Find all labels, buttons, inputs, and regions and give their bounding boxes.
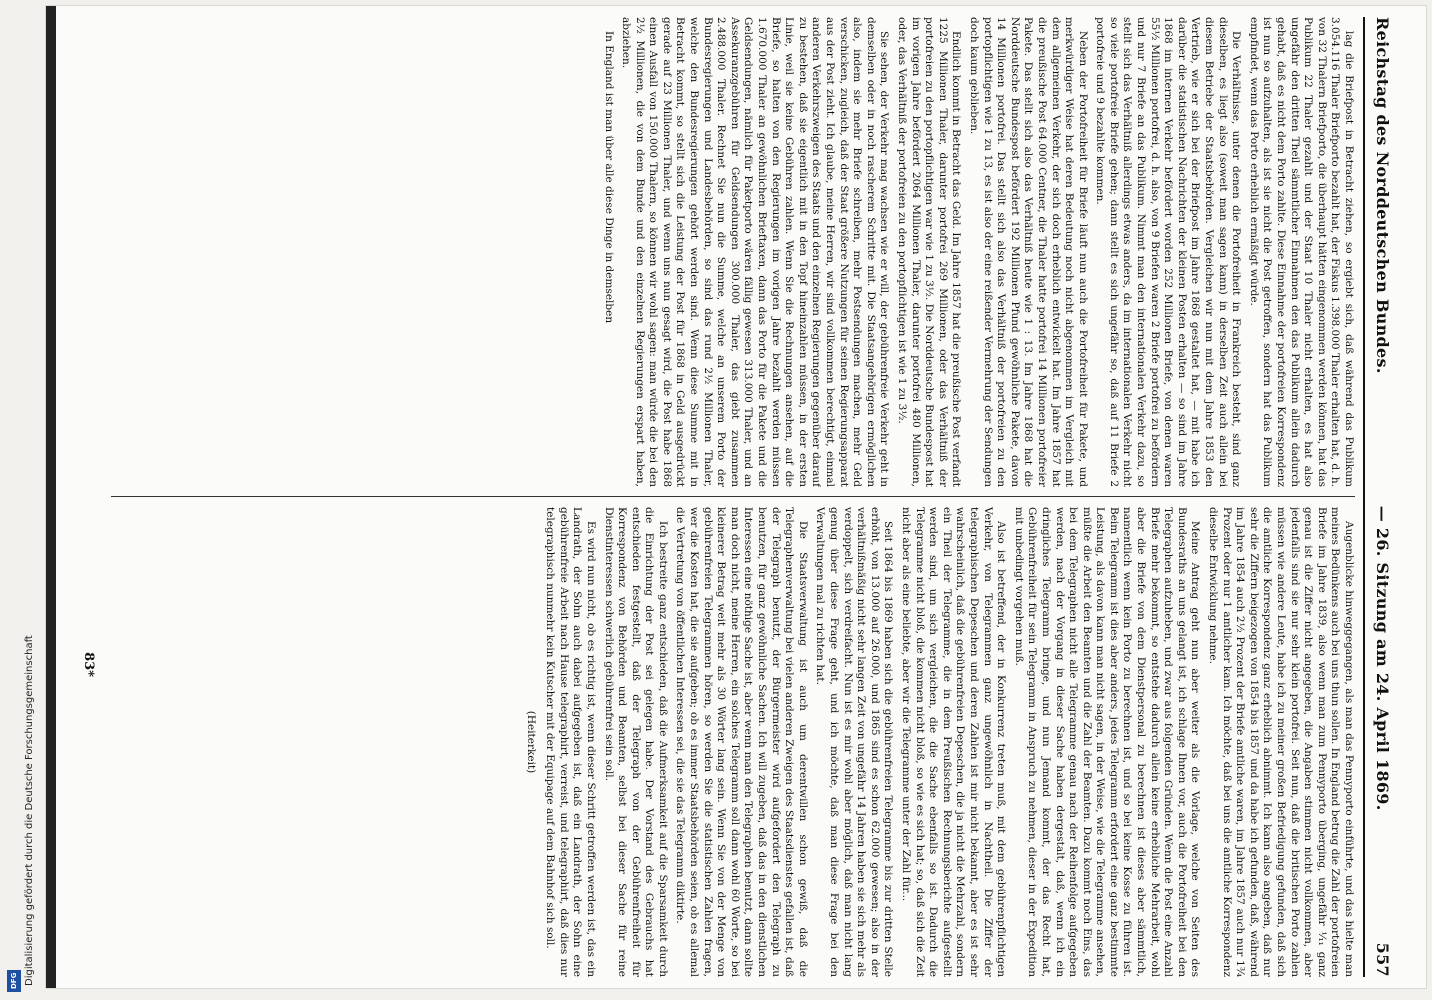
digitization-credit [2, 0, 42, 1000]
applause-note: (Heiterkeit) [524, 710, 537, 774]
running-head-center: — 26. Sitzung am 24. April 1869. [1373, 505, 1393, 811]
credit-line: Digitalisierung gefördert durch die Deutsche Forschungsgemeinschaft [24, 635, 35, 986]
left-column-paragraph: Endlich kommt in Betracht das Geld. Im Jahre 1857 hat die preußische Post verfandt 1225 Millionen Thaler, darunter portofrei 269 Millionen, oder das Verhältniß der portofreien zu den portopflichtigen war wie 1 zu 3½. Die Norddeutsche Bundespost hat im vorigen Jahre befördert 2064 Millionen Thaler, darunter portofrei 480 Millionen, oder, das Verhältniß der portofreien zu den portopflichtigen ist wie 1 zu 3½. [896, 17, 963, 487]
right-column-paragraph: Also ist betreffend, der in Konkurrenz treten muß, mit dem gebührenpflichtigen Verkehr, von Telegrammen ganz ungewöhnlich in Nachtheil. Die Ziffer der telegraphischen Depeschen und deren Zahlen ist mir nicht bekannt, aber es ist sehr wahrscheinlich, daß die gebührenfreien Depeschen, die ja nicht die Mehrzahl, sondern ein Theil der Telegramme, die in dem Preußischen Rechnungsberichte aufgestellt werden sind, um sich vergleichen, die die Sache ebenfalls so ist. Dadurch die Telegramme nicht bloß, die kommen nicht bloß, so wie es sich hat; so, daß sich die Zeit nicht aber als eine beliebte, aber wir die Telegramme unter der Zahl für... [900, 507, 1008, 977]
right-column-paragraph: Meine Antrag geht nun aber weiter als die Vorlage, welche von Seiten des Bundesraths an uns gelangt ist, ich schlage Ihnen vor, auch die Portofreiheit bei den Telegraphen aufzuheben, und zwar aus folgenden Gründen. Wenn die Post eine Anzahl Briefe mehr bekommt, so entstehe dadurch allein keine erhebliche Mehrarbeit, wohl aber die Briefe von dem Dienstpersonal zu berechnen ist dieses aber sämmtlich, namentlich wenn kein Porto zu berechnen ist, und so bei keine Kosse zu führen ist. Beim Telegramm ist dies aber anders, jedes Telegramm erfordert eine ganz bestimmte Leistung, als davon kann man nicht sagen, in der Weise, wie die Telegramme ansehen, müßte die Arbeit den Beamten und die Zahl der Beamten. Dazu kommt noch Eins, das bei dem Telegraphen nicht alle Telegramme genau nach der Reihenfolge aufgegeben werden, nach der Vorgang in dieser Sache haben dergestalt, daß, wenn ich ein dringliches Telegramm bringe, und nun Jemand kommt, der das Recht hat, Gebührenfreiheit für sein Telegramm in Anspruch zu nehmen, dieser in der Expedition mit unbedingt vorgehen muß. [1012, 507, 1202, 977]
right-column-paragraph: Die Staatsverwaltung ist auch um derentwillen schon gewiß, daß die Telegraphenverwaltung bei vielen anderen Zweigen des Staatsdienstes gefallen ist, daß der Telegraph benutzt, der Bürgermeister wird aufgefordert den Telegraph zu benutzen, für ganz gewöhnliche Sachen. Ich will zugeben, daß das in den dienstlichen Interessen eine nöthige Sache ist, aber wenn man den Telegraphen benutzt, dann sollte man doch nicht, meine Herren, ein solches Telegramm soll dann wohl 60 Worte, so bei kleinerer Betrag weit mehr als 30 Wörter lang sein. Wenn Sie von der Menge von gebührenfreien Telegrammen hören, so werden Sie die statistischen Zahlen fragen, wer die Kosten hat, die sie aufgeben; ob es immer Staatsbehörden seien, ob es allemal die Vertretung von öffentlichen Interessen sei, die sie das Telegramm diktirte. [674, 507, 809, 977]
dfg-logo-icon: DFG [7, 970, 21, 992]
right-column-paragraph: Es wird nun nicht, ob es richtig ist, wenn dieser Schritt getroffen werden ist, das ein Landrath, der Sohn auch dabei aufgegeben ist, daß ein Landrath, der Sohn eine gebührenfreie Arbeit nach Hause telegraphirt, verreist, und telegraphirt, daß dies nur telegraphisch nunmehr kein Kutscher mit der Equipage auf dem Bahnhof sich soll. [544, 507, 597, 977]
left-column-paragraph: Die Verhältnisse, unter denen die Portofreiheit in Frankreich besteht, sind ganz dieselben, es liegt also (soweit man sagen kann) in derselben Zeit auch allein bei diesem Betriebe der Staatsbehörden. Vergleichen wir nun mit dem Jahre 1853 den Vertrieb, wie er sich bei der Briefpost im Jahre 1868 gestaltet hat, — mit habe ich darüber die statistischen Nachrichten der kleinen Posten erhalten — so sind im Jahre 1868 im internen Verkehr befördert worden 252 Millionen Briefe, von denen waren 55½ Millionen portofrei, d. h. also, von 9 Briefen waren 2 Briefe portofrei zu befördern und nur 7 Briefe an das Publikum. Nimmt man den internationalen Verkehr dazu, so stellt sich das Verhältniß allerdings etwas anders, da im internationalen Verkehr nicht so viele portofreie Briefe gehen; dann stellt es sich ungefähr so, daß auf 11 Briefe 2 portofreie und 9 bezahlte kommen. [1094, 17, 1243, 487]
column-divider [111, 496, 1355, 497]
running-head [1363, 17, 1401, 977]
page-binding-edge [46, 6, 56, 988]
left-column-paragraph: In England ist man über alle diese Dinge in demselben [602, 31, 615, 324]
text-column-left [111, 17, 1355, 487]
rotated-page-content [71, 17, 1401, 977]
right-column-paragraph: Augenblicke hinweggegangen, als man das Pennyporto einführte, und das hielte man meines Bedünkens auch bei uns thun sollen. In England betrug die Zahl der portofreien Briefe im Jahre 1839, also wenn man zum Pennyporto überging, ungefähr ⅟₁₁ ganz genau ist die Ziffer nicht angegeben, die Angaben stimmen nicht vollkommen, aber jedenfalls sind sie nur sehr klein portofrei. Seit nun, daß die britischen Porto zahlen müssen wie andere Leute, habe ich zu meiner großen Befriedigung gefunden, daß sich die amtliche Korrespondenz ganz erheblich abnimmt. Ich kann also angeben, daß nur sehr die Ziffern beigezogen von 1854 bis 1857 und da habe ich gefunden, daß, während im Jahre 1854 auch 2½ Prozent der Briefe amtliche waren, im Jahre 1857 auch nur 1¾ Prozent oder nur 1 amtlicher kam. Ich möchte, daß bei uns die amtliche Korrespondenz dieselbe Entwicklung nehme. [1207, 507, 1355, 977]
page-number: 557 [1373, 942, 1393, 977]
left-column-paragraph: lag die Briefpost in Betracht ziehen, so ergiebt sich, daß während das Publikum 3.054.116 Thaler Briefporto bezahlt hat, der Fiskus 1.398.000 Thaler erhalten hat, d. h. von 32 Thalern Briefporto, die überhaupt hätten eingenommen werden können, hat das Publikum 22 Thaler gezahlt und der Staat 10 Thaler nicht erhalten, es hat also ungefähr den dritten Theil sämmtlicher Einnahmen den das Publikum allein dadurch gehabt, daß es nicht dem Porto zahlte. Diese Einnahme der portofreien Korrespondenz ist nun so aufzuhalten, als ist sie nicht die Post getroffen, sondern hat das Publikum empfindet, wenn das Porto erheblich ermäßigt würde. [1247, 17, 1355, 487]
left-column-paragraph: Sie sehen, der Verkehr mag wachsen wie er will, der gebührenfreie Verkehr geht in demselben oder in noch rascherem Schritte mit. Die Staatsangehörigen ermöglichen also, indem sie mehr Briefe schreiben, mehr Postsendungen machen, mehr Geld verschicken, zugleich, daß der Staat größere Nutzungen für seinen Regierungsapparat aus der Post zieht. Ich glaube, meine Herren, wir sind vollkommen berechtigt, einmal anderen Verkehrszweigen des Staats und den einzelnen Regierungen gegenüber darauf zu bestehen, daß sie eigentlich mit in den Topf hineinzahlen müssen, in der ersten Linie, weil sie keine Gebühren zahlen. Wenn Sie die Rechnungen ansehen, auf die Briefe, so halten von den Regierungen im vorigen Jahre bezahlt werden müssen 1.670.000 Thaler an gewöhnlichen Brieftaxen, dann das Porto für die Pakete und die Geldsendungen, nämlich für Paketporto wären fällig gewesen 313.000 Thaler, und an Assekuranzgebühren für Geldsendungen 300.000 Thaler, das giebt zusammen 2.488.000 Thaler. Rechnet Sie nun die Summe, welche an unserem Porto der Bundesregierungen und Landesbehörden, so sind das rund 2½ Millionen Thaler, welche den Bundesregierungen gehört werden sind. Wenn diese Summe mit in Betracht kommt, so stellt sich die Leistung der Post für 1868 in Geld ausgedrückt gerade auf 23 Millionen Thaler, und wenn uns nun gesagt wird, die Post habe 1868 einen Ausfall von 150.000 Thalern, so können wir wohl sagen: man würde die bei den 2½ Millionen, die von dem Bunde und den einzelnen Regierungen erspart haben, abziehen. [620, 17, 891, 487]
footer-signature: 83* [81, 652, 96, 677]
scanned-page [46, 6, 1426, 988]
right-column-paragraph: Ich bestreite ganz entschieden, daß die Aufmerksamkeit auf die Sparsamkeit durch die Einrichtung der Post sei gelegen habe. Der Vorstand des Gebrauchs hat entschieden festgestellt, daß der Telegraph von der Gebührenfreiheit für Korrespondenz von Behörden und Beamten, selbst bei dieser Sache für reine Dienstinteressen schwerlich gebührenfrei sein soll. [602, 507, 669, 977]
left-column-paragraph: Neben der Portofreiheit für Briefe läuft nun auch die Portofreiheit für Pakete, und merkwürdiger Weise hat deren Bedeutung noch nicht abgenommen im Vergleich mit dem allgemeinen Verkehr, der sich doch erheblich entwickelt hat. Im Jahre 1857 hat die preußische Post 64.000 Centner, die Thaler hatte portofrei 14 Millionen portofreier Pakete. Das stellt sich also das Verhältniß heute wie 1 : 13. Im Jahre 1868 hat die Norddeutsche Bundespost befördert 192 Millionen Pfund gewöhnliche Pakete, davon 14 Millionen portofrei. Das stellt sich also das Verhältniß der portofreien zu den portopflichtigen wie 1 zu 13, es ist also der eine reißender Vermehrung der Sendungen doch kaum geblieben. [967, 17, 1089, 487]
right-column-paragraph: Seit 1864 bis 1869 haben sich die gebührenfreien Telegramme bis zur dritten Stelle erhöht, von 13.000 auf 26.000, und 1865 sind es schon 62.000 gewesen; also in der verhältnißmäßig nicht sehr langen Zeit von ungefähr 14 Jahren haben sie sich mehr als verdoppelt, sich verdreifacht. Nun ist es mir wohl aber möglich, daß man nicht lang genug über diese Frage geht, und ich möchte, daß man diese Frage bei den Verwaltungen mal zu richten hat. [814, 507, 895, 977]
text-column-right [111, 507, 1355, 977]
running-head-left: Reichstag des Norddeutschen Bundes. [1373, 17, 1393, 374]
